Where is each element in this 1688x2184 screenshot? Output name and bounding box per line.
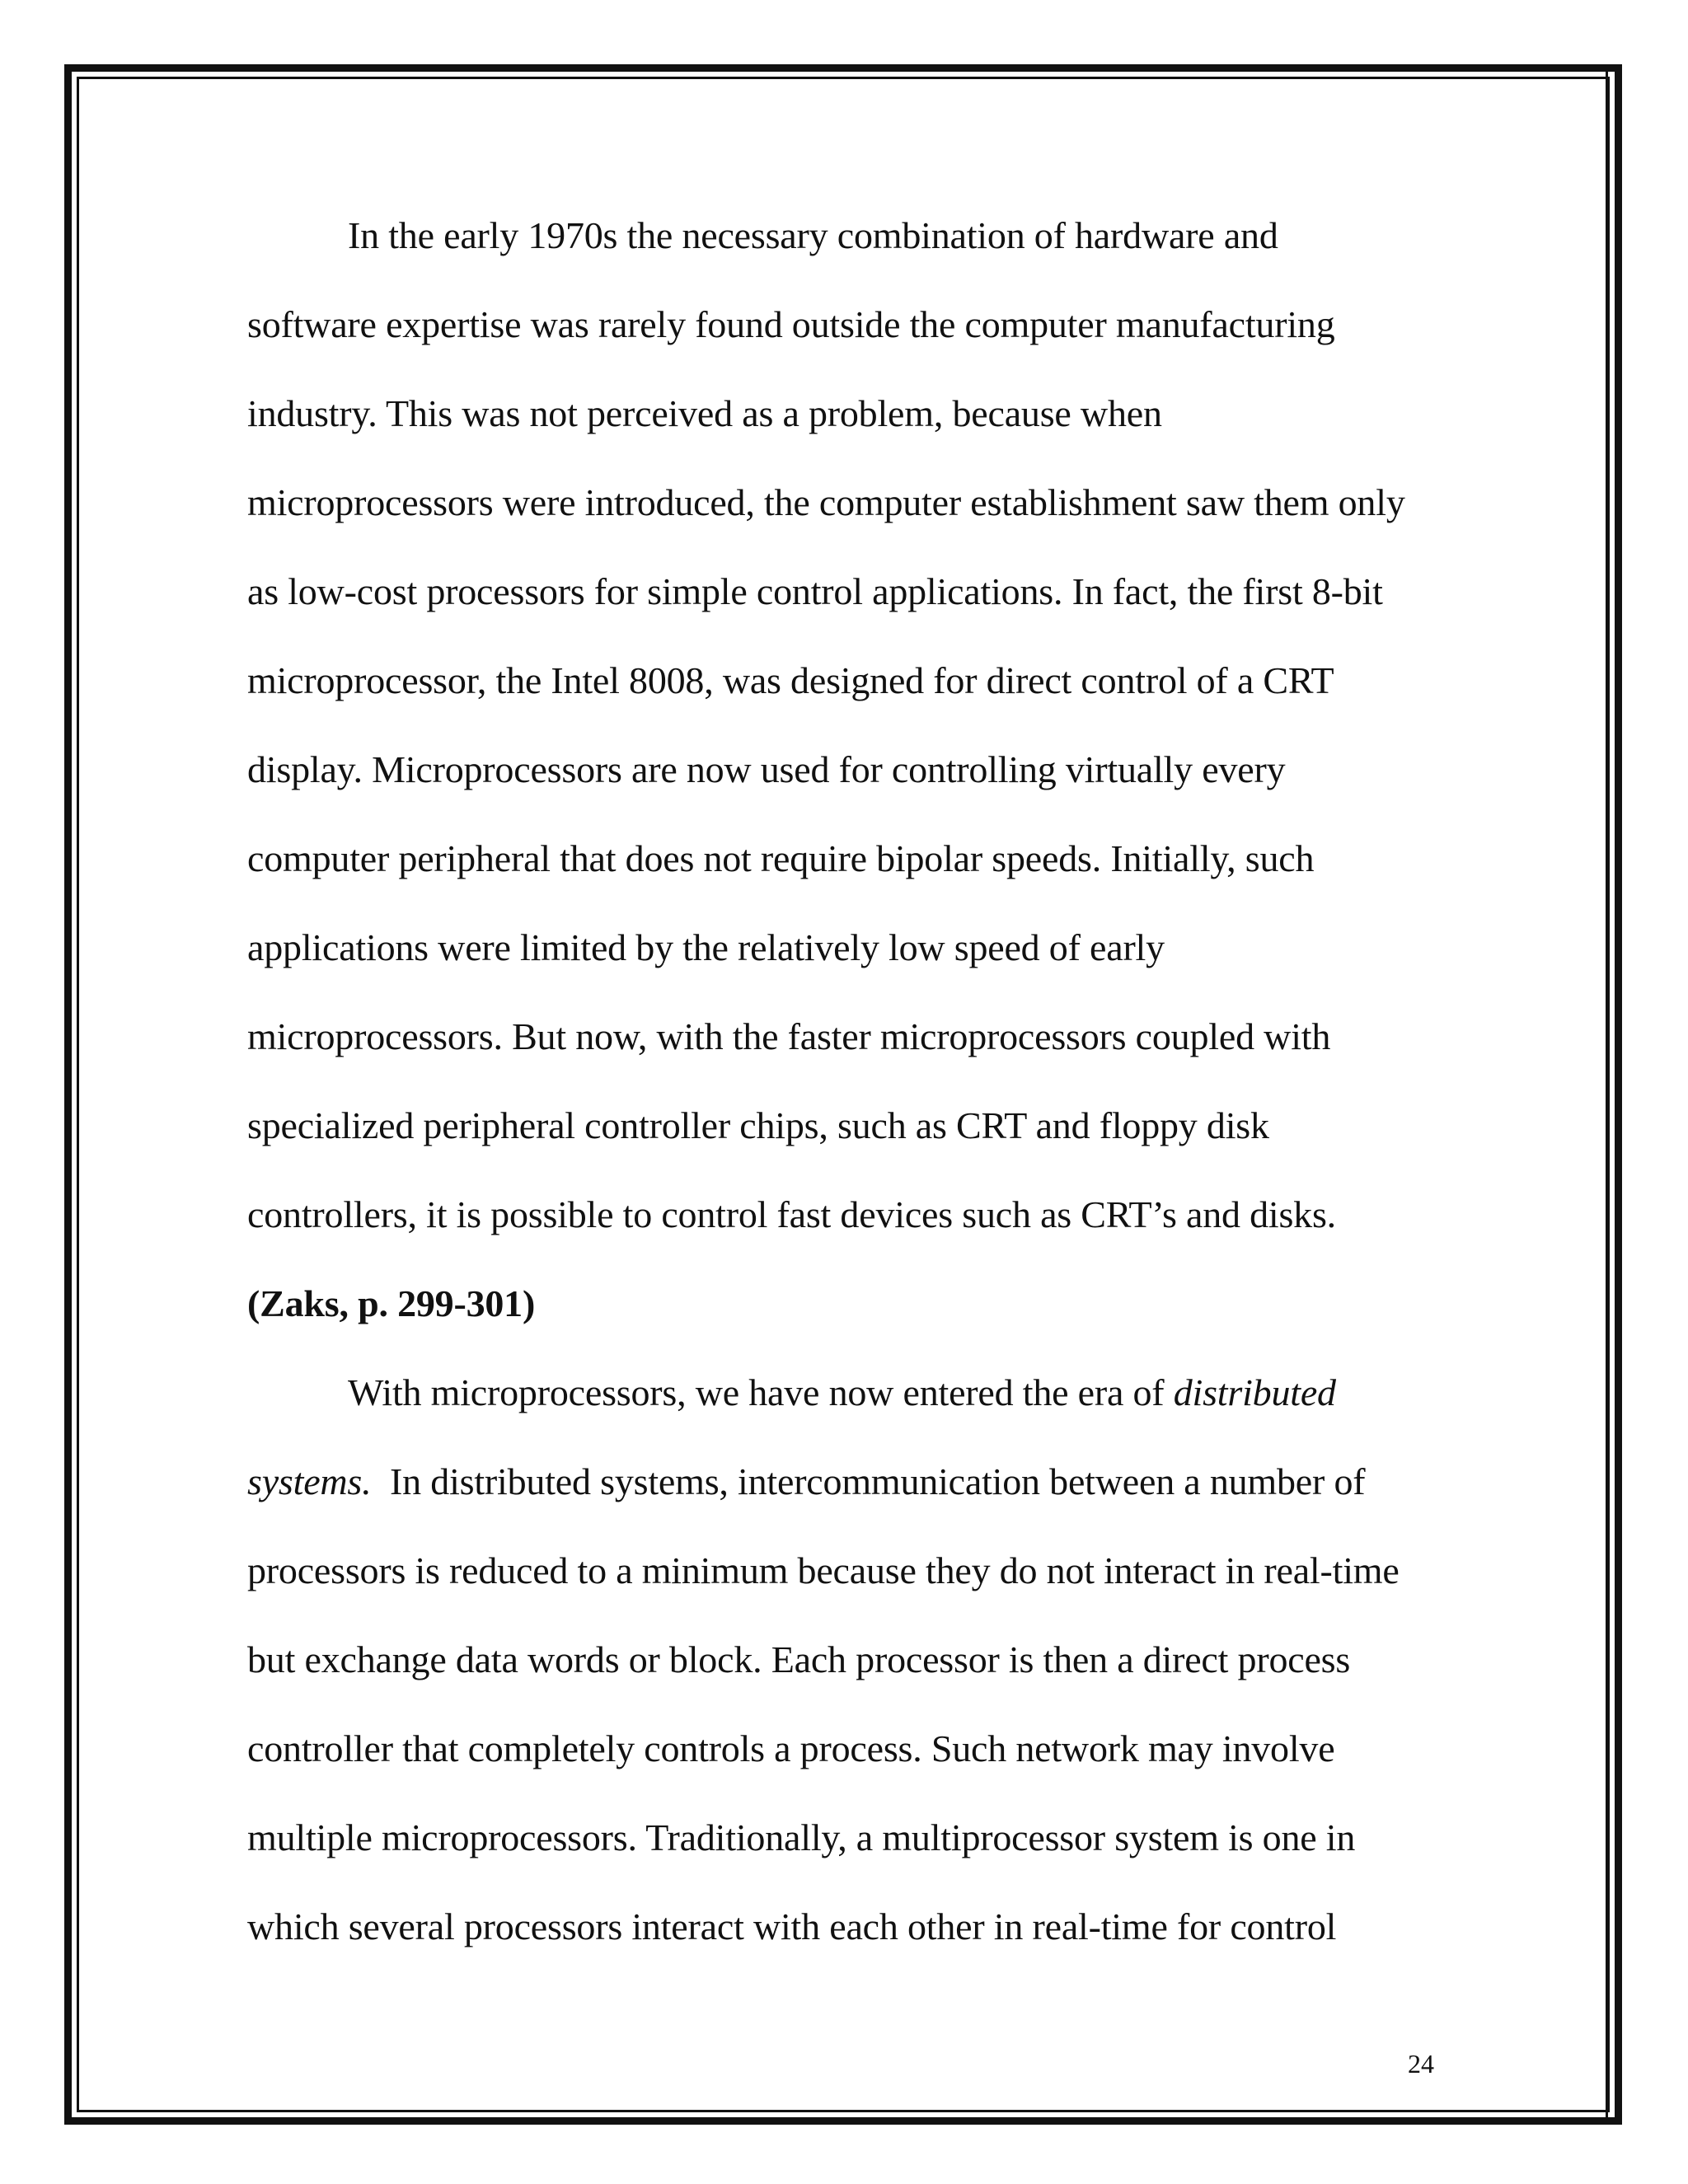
text-line: processors is reduced to a minimum because they do not interact in real-time <box>247 1549 1400 1591</box>
text-line <box>247 1437 1467 1526</box>
text-line: microprocessors were introduced, the computer establishment saw them only <box>247 481 1405 523</box>
text-line: microprocessor, the Intel 8008, was designed for direct control of a CRT <box>247 659 1334 701</box>
text-line: computer peripheral that does not require bipolar speeds. Initially, such <box>247 837 1315 879</box>
page-number: 24 <box>1408 2049 1434 2079</box>
text-line: controller that completely controls a process. Such network may involve <box>247 1727 1335 1769</box>
text-line: but exchange data words or block. Each processor is then a direct process <box>247 1638 1351 1680</box>
text-line: In the early 1970s the necessary combination of hardware and <box>348 214 1278 256</box>
italic-term: distributed <box>1173 1371 1336 1413</box>
text-segment: With microprocessors, we have now entered the era of <box>348 1371 1174 1413</box>
citation: (Zaks, p. 299-301) <box>247 1282 536 1324</box>
text-line: applications were limited by the relatively low speed of early <box>247 926 1165 968</box>
text-line: controllers, it is possible to control fast devices such as CRT’s and disks. <box>247 1193 1336 1235</box>
text-line: industry. This was not perceived as a problem, because when <box>247 392 1162 434</box>
document-body <box>247 191 1467 1971</box>
text-line: microprocessors. But now, with the faster microprocessors coupled with <box>247 1015 1331 1057</box>
text-line: as low-cost processors for simple control applications. In fact, the first 8-bit <box>247 570 1383 612</box>
page-border-right-rule <box>1606 64 1622 2125</box>
text-line: specialized peripheral controller chips, such as CRT and floppy disk <box>247 1104 1269 1146</box>
text-line: display. Microprocessors are now used for controlling virtually every <box>247 748 1286 790</box>
italic-term: systems. <box>247 1460 372 1502</box>
text-segment: In distributed systems, intercommunication between a number of <box>371 1460 1366 1502</box>
text-line <box>247 1348 1467 1437</box>
text-line: software expertise was rarely found outside the computer manufacturing <box>247 303 1335 345</box>
text-line: which several processors interact with each other in real-time for control <box>247 1905 1337 1947</box>
text-line: multiple microprocessors. Traditionally, a multiprocessor system is one in <box>247 1816 1356 1858</box>
